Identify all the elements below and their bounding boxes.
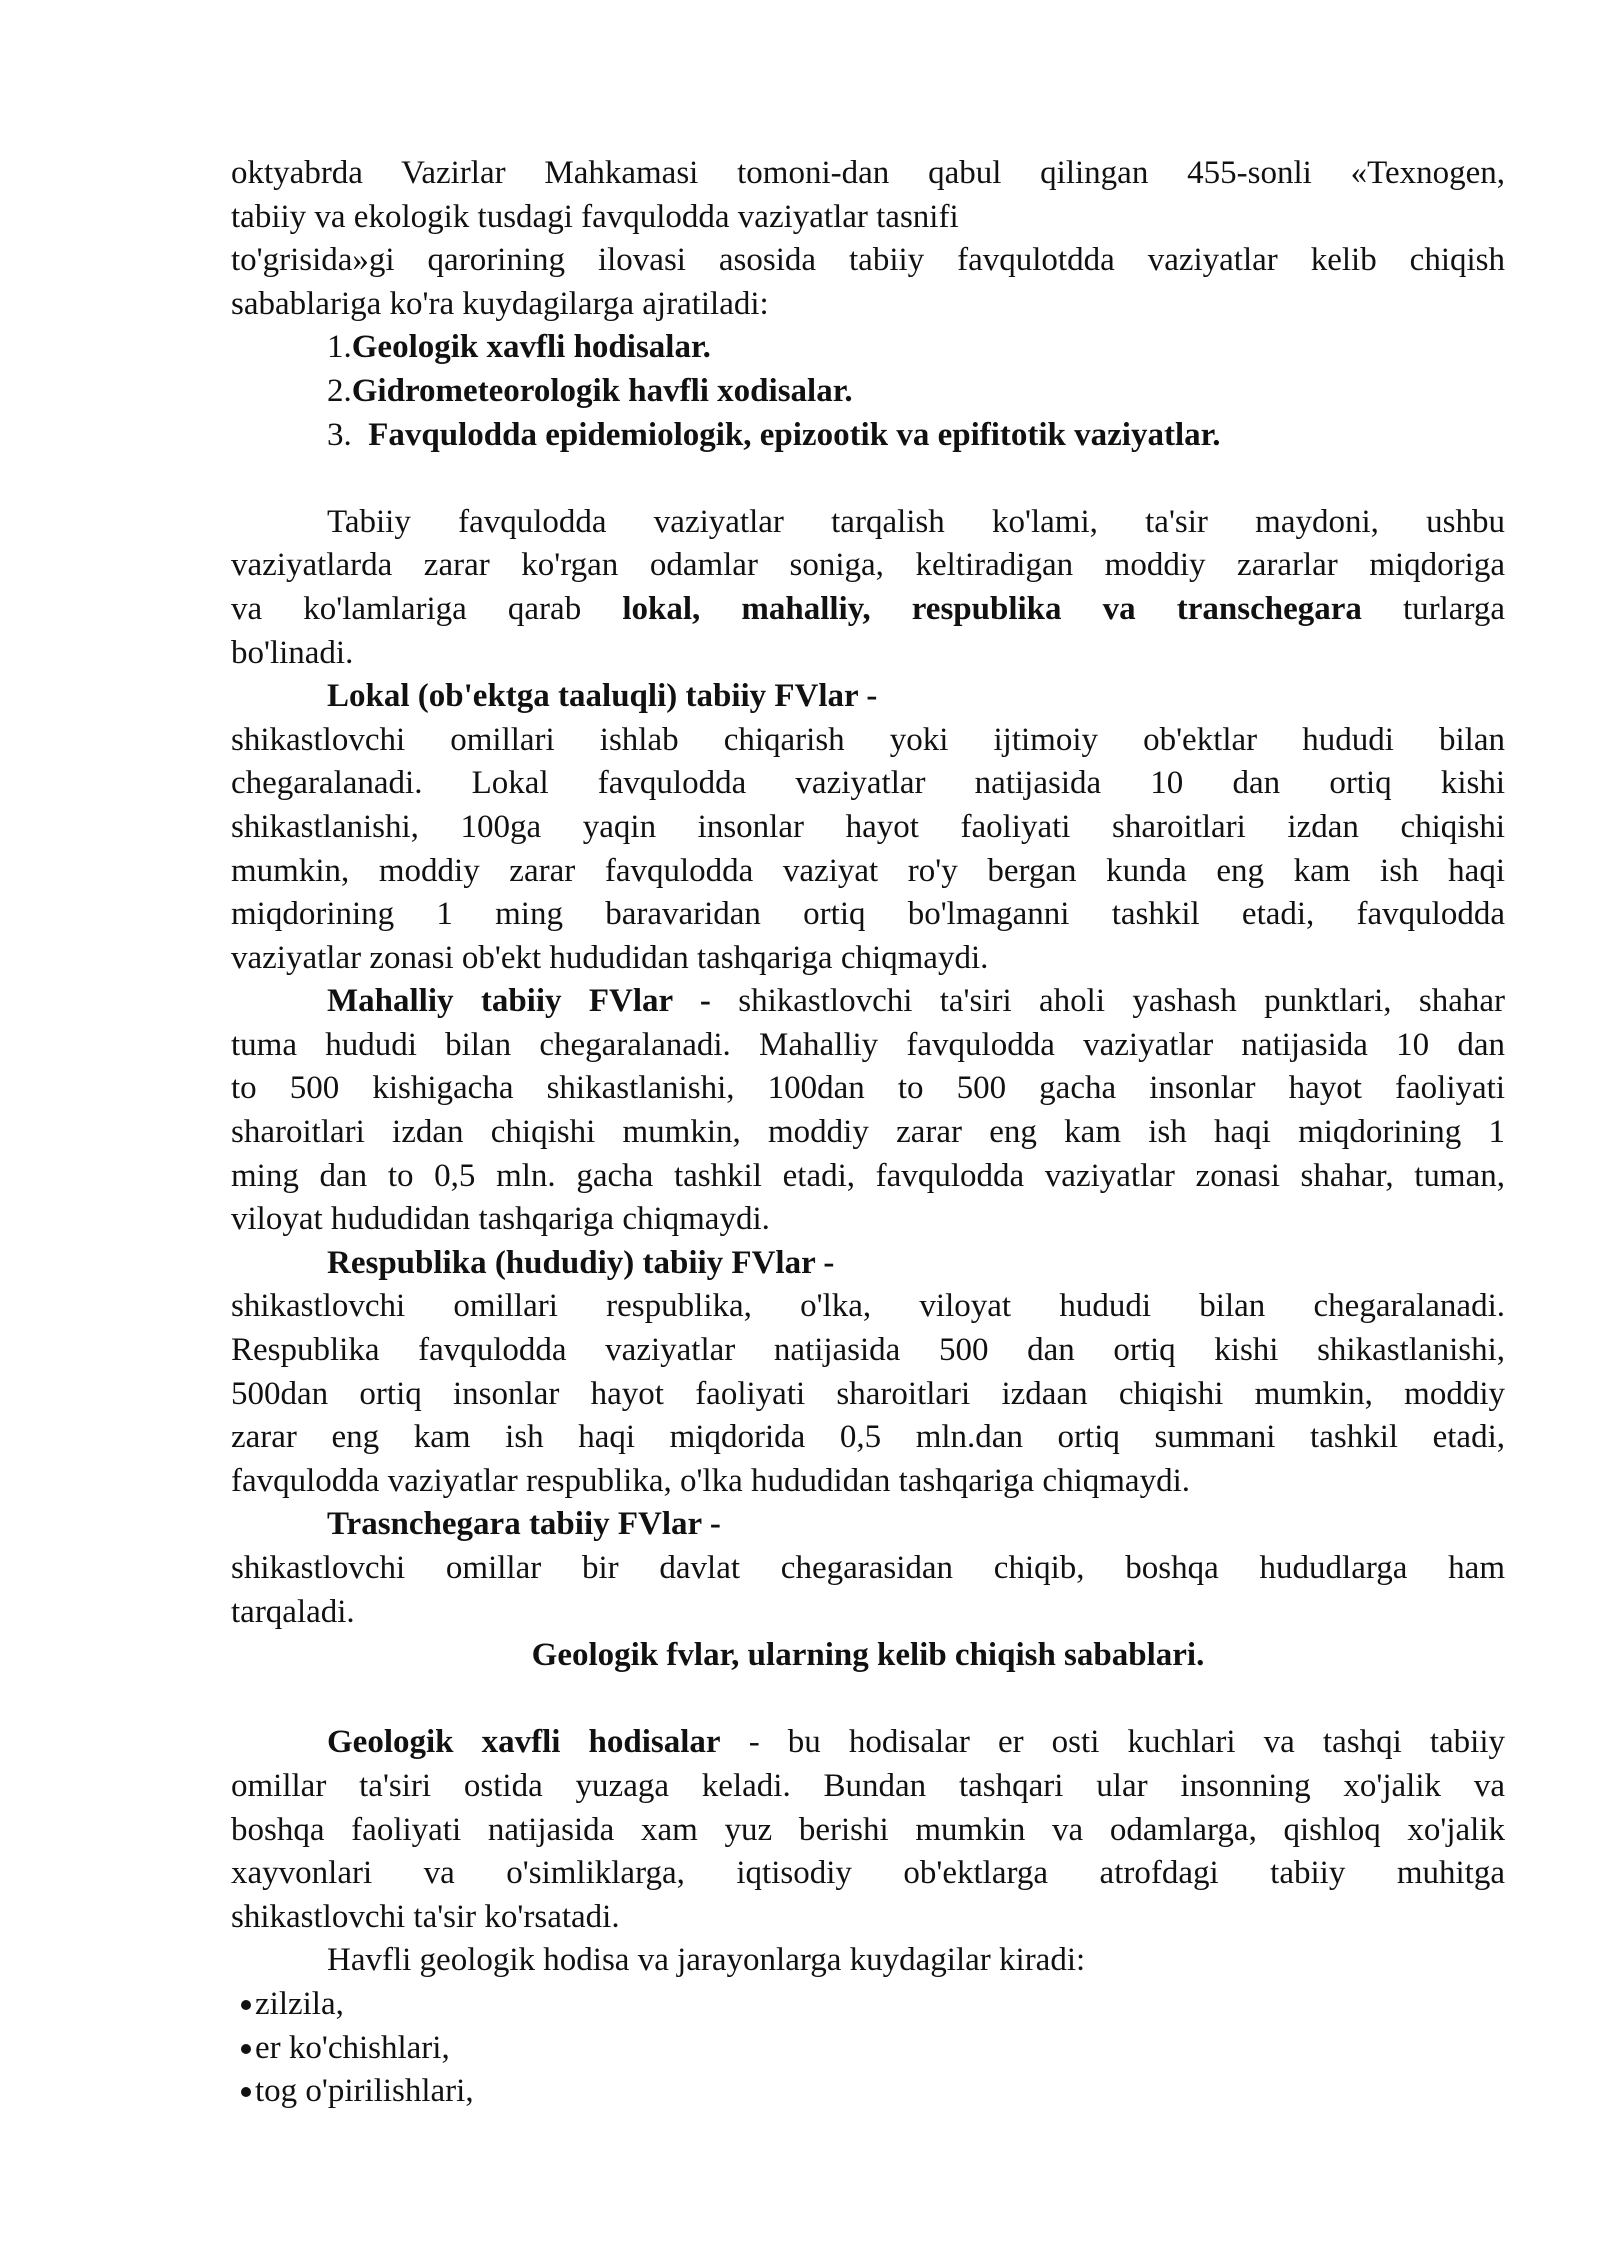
paragraph-line: vaziyatlar zonasi ob'ekt hududidan tashqariga chiqmaydi.	[231, 939, 989, 976]
paragraph-line: shikastlanishi, 100ga yaqin insonlar hayot faoliyati sharoitlari izdan chiqishi	[231, 808, 1505, 845]
text-run: turlarga	[1402, 590, 1505, 627]
bullet-text: zilzila,	[255, 1985, 344, 2022]
paragraph-line: to 500 kishigacha shikastlanishi, 100dan to 500 gacha insonlar hayot faoliyati	[231, 1070, 1505, 1107]
paragraph-line	[231, 588, 1505, 632]
paragraph-line: boshqa faoliyati natijasida xam yuz berishi mumkin va odamlarga, qishloq xo'jalik	[231, 1811, 1505, 1848]
section-heading: Lokal (ob'ektga taaluqli) tabiiy FVlar -	[327, 678, 878, 715]
bullet-icon	[241, 2087, 251, 2097]
paragraph-line: Tabiiy favqulodda vaziyatlar tarqalish ko'lami, ta'sir maydoni, ushbu	[327, 503, 1505, 540]
bullet-icon	[241, 2000, 251, 2010]
list-number: 2.	[327, 372, 352, 409]
bold-run: Mahalliy tabiiy FVlar -	[327, 983, 711, 1020]
spacer	[231, 1678, 1505, 1722]
paragraph-line: sabablariga ko'ra kuydagilarga ajratiladi:	[231, 285, 769, 322]
section-heading: Respublika (hududiy) tabiiy FVlar -	[327, 1244, 835, 1281]
spacer	[231, 457, 1505, 501]
section-title: Geologik fvlar, ularning kelib chiqish sabablari.	[531, 1637, 1205, 1674]
list-number: 3.	[327, 416, 352, 453]
bullet-item	[231, 1983, 1505, 2027]
paragraph-line: Havfli geologik hodisa va jarayonlarga kuydagilar kiradi:	[327, 1942, 1086, 1979]
paragraph-line: sharoitlari izdan chiqishi mumkin, moddiy zarar eng kam ish haqi miqdorining 1	[231, 1114, 1505, 1151]
paragraph-line: ming dan to 0,5 mln. gacha tashkil etadi, favqulodda vaziyatlar zonasi shahar, tuman,	[231, 1157, 1505, 1194]
list-text: Geologik xavfli hodisalar.	[351, 329, 711, 366]
bullet-text: tog o'pirilishlari,	[255, 2073, 474, 2110]
bullet-item	[231, 2070, 1505, 2114]
list-item	[231, 326, 1505, 370]
list-text: Favqulodda epidemiologik, epizootik va epifitotik vaziyatlar.	[368, 416, 1221, 453]
paragraph-line: shikastlovchi omillari ishlab chiqarish yoki ijtimoiy ob'ektlar hududi bilan	[231, 721, 1505, 758]
text-run: shikastlovchi ta'siri aholi yashash punktlari, shahar	[738, 983, 1505, 1020]
paragraph-line: tarqaladi.	[231, 1593, 355, 1630]
section-heading: Trasnchegara tabiiy FVlar -	[327, 1506, 721, 1543]
bullet-item	[231, 2027, 1505, 2071]
paragraph-line: xayvonlari va o'simliklarga, iqtisodiy ob'ektlarga atrofdagi tabiiy muhitga	[231, 1855, 1505, 1892]
text-run: va ko'lamlariga qarab	[231, 590, 582, 627]
paragraph-line: tuma hududi bilan chegaralanadi. Mahalliy favqulodda vaziyatlar natijasida 10 dan	[231, 1026, 1505, 1063]
paragraph-line: shikastlovchi omillari respublika, o'lka, viloyat hududi bilan chegaralanadi.	[231, 1288, 1505, 1325]
paragraph-line: favqulodda vaziyatlar respublika, o'lka hududidan tashqariga chiqmaydi.	[231, 1462, 1190, 1499]
paragraph-line: viloyat hududidan tashqariga chiqmaydi.	[231, 1201, 770, 1238]
paragraph-line: zarar eng kam ish haqi miqdorida 0,5 mln.dan ortiq summani tashkil etadi,	[231, 1419, 1505, 1456]
paragraph-line	[231, 1721, 1505, 1765]
paragraph-line: bo'linadi.	[231, 634, 354, 671]
paragraph-line: 500dan ortiq insonlar hayot faoliyati sharoitlari izdaan chiqishi mumkin, moddiy	[231, 1375, 1505, 1412]
list-item	[231, 370, 1505, 414]
bold-run: lokal, mahalliy, respublika va transchegara	[622, 590, 1362, 627]
paragraph-line: mumkin, moddiy zarar favqulodda vaziyat ro'y bergan kunda eng kam ish haqi	[231, 852, 1505, 889]
paragraph-line: chegaralanadi. Lokal favqulodda vaziyatlar natijasida 10 dan ortiq kishi	[231, 765, 1505, 802]
paragraph-line: to'grisida»gi qarorining ilovasi asosida tabiiy favqulotdda vaziyatlar kelib chiqish	[231, 242, 1505, 279]
list-item	[231, 414, 1505, 458]
paragraph-line: miqdorining 1 ming baravaridan ortiq bo'lmaganni tashkil etadi, favqulodda	[231, 896, 1505, 933]
paragraph-line: vaziyatlarda zarar ko'rgan odamlar soniga, keltiradigan moddiy zararlar miqdoriga	[231, 547, 1505, 584]
list-number: 1.	[327, 329, 352, 366]
paragraph-line: shikastlovchi ta'sir ko'rsatadi.	[231, 1898, 620, 1935]
bullet-icon	[241, 2044, 251, 2054]
list-text: Gidrometeorologik havfli xodisalar.	[351, 372, 853, 409]
paragraph-line: Respublika favqulodda vaziyatlar natijasida 500 dan ortiq kishi shikastlanishi,	[231, 1332, 1505, 1369]
paragraph-line: shikastlovchi omillar bir davlat chegarasidan chiqib, boshqa hududlarga ham	[231, 1550, 1505, 1586]
text-run: - bu hodisalar er osti kuchlari va tashqi tabiiy	[748, 1724, 1505, 1761]
bold-run: Geologik xavfli hodisalar	[327, 1724, 721, 1761]
paragraph-line: omillar ta'siri ostida yuzaga keladi. Bundan tashqari ular insonning xo'jalik va	[231, 1767, 1505, 1804]
bullet-text: er ko'chishlari,	[255, 2029, 450, 2066]
paragraph-line	[231, 980, 1505, 1024]
paragraph-line: oktyabrda Vazirlar Mahkamasi tomoni-dan qabul qilingan 455-sonli «Texnogen,	[231, 155, 1505, 191]
document-page	[231, 152, 1505, 2114]
paragraph-line: tabiiy va ekologik tusdagi favqulodda vaziyatlar tasnifi	[231, 198, 959, 235]
